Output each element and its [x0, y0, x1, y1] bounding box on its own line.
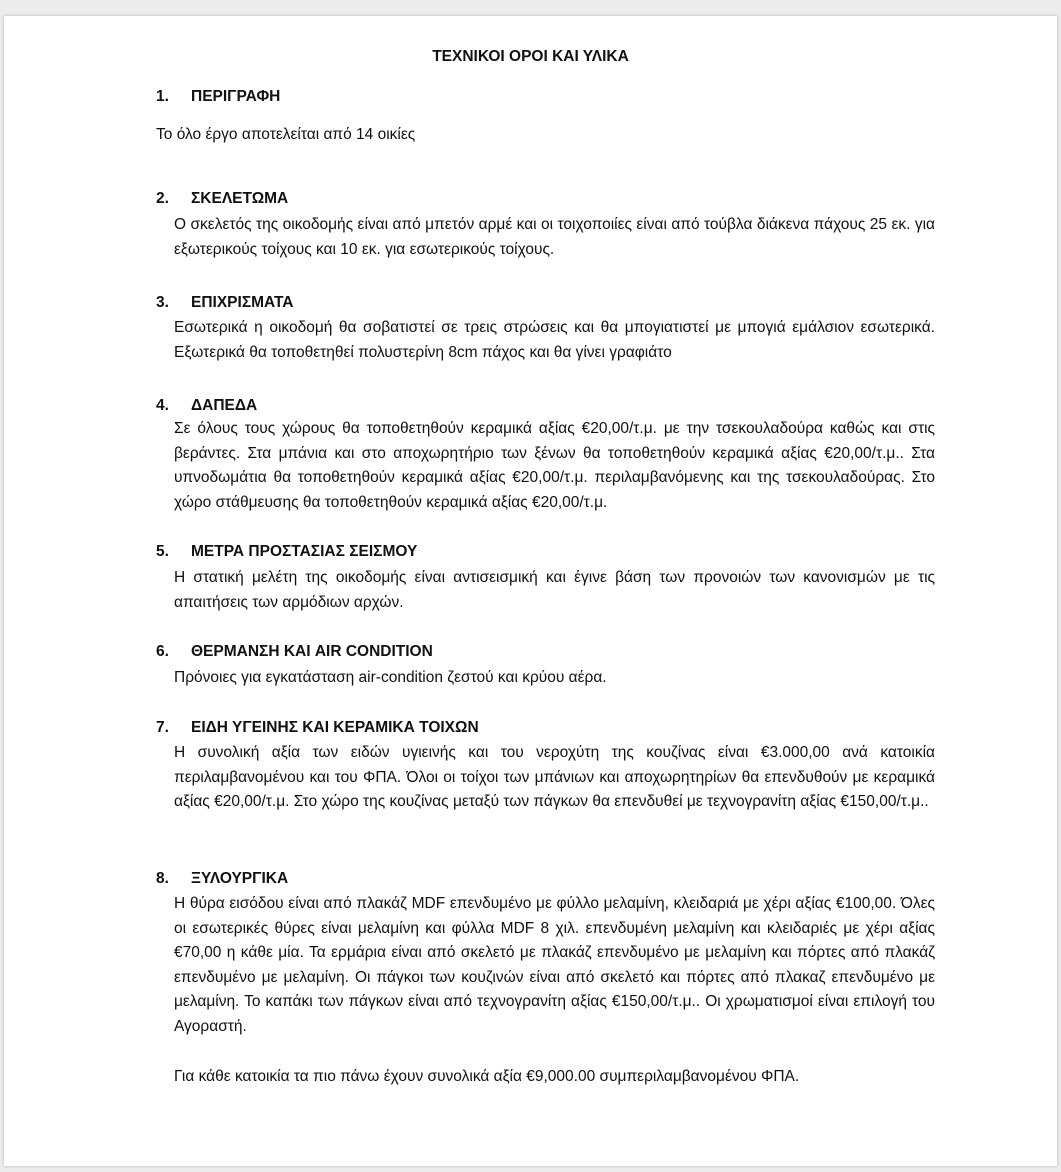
section-text-frame: Ο σκελετός της οικοδομής είναι από μπετόν αρμέ και οι τοιχοποιίες είναι από τούβλα διάκενα πάχους 25 εκ. για εξωτερικούς τοίχους και 10 εκ. για εσωτερικούς τοίχους.: [174, 216, 935, 258]
section-title: ΜΕΤΡΑ ΠΡΟΣΤΑΣΙΑΣ ΣΕΙΣΜΟΥ: [191, 543, 418, 560]
document-page: [4, 16, 1057, 1166]
section-text-sanitary: Η συνολική αξία των ειδών υγιεινής και του νεροχύτη της κουζίνας είναι €3.000,00 ανά κατοικία περιλαμβανομένου και του ΦΠΑ. Όλοι οι τοίχοι των μπάνιων και αποχωρητηρίων θα επενδυθούν με κεραμικά αξίας €20,00/τ.μ. Στο χώρο της κουζίνας μεταξύ των πάγκων θα επενδυθεί με τεχνογρανίτη αξίας €150,00/τ.μ..: [174, 744, 935, 810]
section-heading-plastering: [156, 294, 293, 312]
section-title: ΔΑΠΕΔΑ: [191, 397, 258, 414]
closing-statement: Για κάθε κατοικία τα πιο πάνω έχουν συνολικά αξία €9,000.00 συμπεριλαμβανομένου ΦΠΑ.: [174, 1068, 800, 1085]
section-heading-sanitary: [156, 719, 479, 737]
section-number: 6.: [156, 643, 169, 660]
section-title: ΞΥΛΟΥΡΓΙΚΑ: [191, 870, 289, 887]
section-text-plastering: Εσωτερικά η οικοδομή θα σοβατιστεί σε τρεις στρώσεις και θα μπογιατιστεί με μπογιά εμάλσιον εσωτερικά. Εξωτερικά θα τοποθετηθεί πολυστερίνη 8cm πάχος και θα γίνει γραφιάτο: [174, 319, 935, 361]
section-number: 2.: [156, 190, 169, 207]
section-heading-floors: [156, 397, 257, 415]
section-text-seismic: Η στατική μελέτη της οικοδομής είναι αντισεισμική και έγινε βάση των προνοιών των κανονισμών με τις απαιτήσεις των αρμόδιων αρχών.: [174, 569, 935, 611]
section-heading-heating: [156, 643, 433, 661]
section-heading-carpentry: [156, 870, 288, 888]
section-text-floors: Σε όλους τους χώρους θα τοποθετηθούν κεραμικά αξίας €20,00/τ.μ. με την τσεκουλαδούρα καθώς και στις βεράντες. Στα μπάνια και στο αποχωρητήριο των ξένων θα τοποθετηθούν κεραμικά αξίας €20,00/τ.μ.. Στα υπνοδωμάτια θα τοποθετηθούν κεραμικά αξίας €20,00/τ.μ. περιλαμβανόμενης και της τσεκουλαδούρας. Στο χώρο στάθμευσης θα τοποθετηθούν κεραμικά αξίας €20,00/τ.μ.: [174, 420, 935, 511]
section-text-carpentry: Η θύρα εισόδου είναι από πλακάζ MDF επενδυμένο με φύλλο μελαμίνη, κλειδαριά με χέρι αξίας €100,00. Όλες οι εσωτερικές θύρες είναι μελαμίνη και φύλλα MDF 8 χιλ. επενδυμένη μελαμίνη και κλειδαριές με χέρι αξίας €70,00 η κάθε μία. Τα ερμάρια είναι από σκελετό με πλακάζ επενδυμένο με μελαμίνη και πόρτες από πλακάζ επενδυμένο με μελαμίνη. Οι πάγκοι των κουζινών είναι από σκελετό και πόρτες από πλακαζ επενδυμένο με μελαμίνη. Το καπάκι των πάγκων είναι από τεχνογρανίτη αξίας €150,00/τ.μ.. Οι χρωματισμοί είναι επιλογή του Αγοραστή.: [174, 895, 935, 1035]
section-number: 5.: [156, 543, 169, 560]
section-number: 4.: [156, 397, 169, 414]
section-title: ΕΠΙΧΡΙΣΜΑΤΑ: [191, 294, 294, 311]
section-number: 3.: [156, 294, 169, 311]
section-heading-seismic: [156, 543, 417, 561]
section-heading-frame: [156, 190, 288, 208]
section-number: 8.: [156, 870, 169, 887]
document-title: ΤΕΧΝΙΚΟΙ ΟΡΟΙ ΚΑΙ ΥΛΙΚΑ: [432, 48, 629, 65]
section-heading-description: [156, 88, 280, 106]
section-text-heating: Πρόνοιες για εγκατάσταση air-condition ζεστού και κρύου αέρα.: [174, 669, 607, 686]
section-number: 7.: [156, 719, 169, 736]
section-title: ΘΕΡΜΑΝΣΗ ΚΑΙ AIR CONDITION: [191, 643, 433, 660]
section-title: ΕΙΔΗ ΥΓΕΙΝΗΣ ΚΑΙ ΚΕΡΑΜΙΚΑ ΤΟΙΧΩΝ: [191, 719, 479, 736]
section-title: ΣΚΕΛΕΤΩΜΑ: [191, 190, 289, 207]
section-number: 1.: [156, 88, 169, 105]
section-text-description: Το όλο έργο αποτελείται από 14 οικίες: [156, 126, 416, 143]
section-title: ΠΕΡΙΓΡΑΦΗ: [191, 88, 281, 105]
